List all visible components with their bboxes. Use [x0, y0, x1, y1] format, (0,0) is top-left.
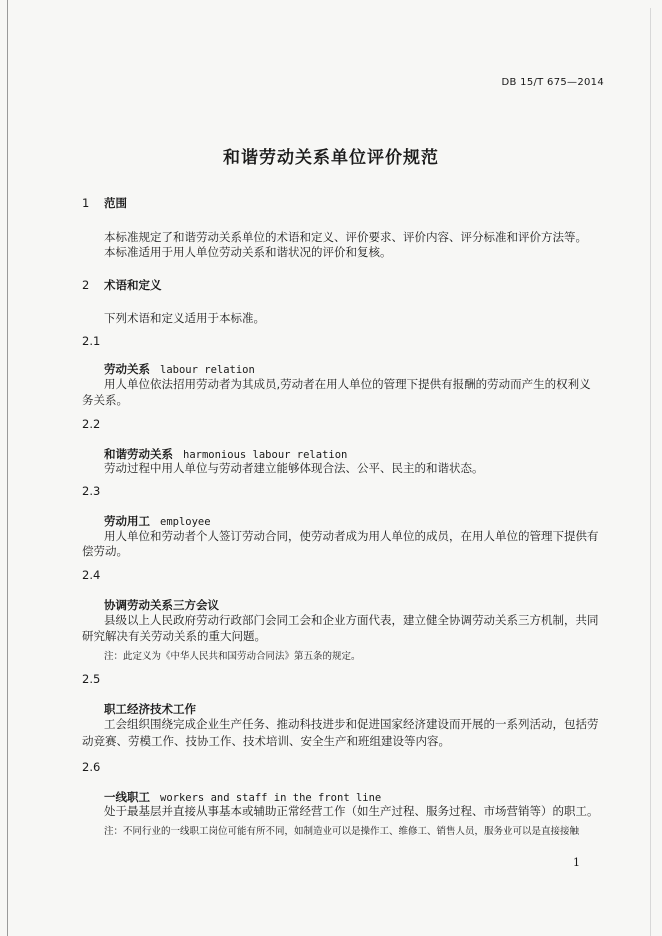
section-2-heading — [82, 277, 162, 293]
clause-number: 2.1 — [82, 334, 101, 348]
section-title: 范围 — [104, 196, 127, 210]
definition-line: 处于最基层并直接从事基本或辅助正常经营工作（如生产过程、服务过程、市场营销等）的职工。 — [104, 804, 599, 818]
term-cn: 和谐劳动关系 — [104, 447, 173, 461]
paragraph: 下列术语和定义适用于本标准。 — [104, 311, 265, 325]
clause-number: 2.3 — [82, 484, 101, 498]
definition-line: 研究解决有关劳动关系的重大问题。 — [82, 629, 266, 643]
term-heading — [104, 510, 211, 529]
section-number: 1 — [82, 196, 90, 210]
clause-number: 2.5 — [82, 672, 101, 686]
term-cn: 协调劳动关系三方会议 — [104, 598, 219, 612]
term-en: labour relation — [160, 364, 255, 376]
definition-line: 务关系。 — [82, 393, 128, 407]
definition-line: 工会组织围绕完成企业生产任务、推动科技进步和促进国家经济建设而开展的一系列活动，包括劳 — [104, 717, 599, 731]
term-heading — [104, 698, 196, 717]
section-number: 2 — [82, 278, 90, 292]
term-cn: 劳动用工 — [104, 514, 150, 528]
note: 注：不同行业的一线职工岗位可能有所不同，如制造业可以是操作工、维修工、销售人员，服务业可以是直接接触 — [104, 826, 580, 837]
definition-line: 劳动过程中用人单位与劳动者建立能够体现合法、公平、民主的和谐状态。 — [104, 461, 484, 475]
term-cn: 劳动关系 — [104, 362, 150, 376]
page-number: 1 — [573, 856, 580, 869]
definition-line: 用人单位和劳动者个人签订劳动合同，使劳动者成为用人单位的成员，在用人单位的管理下提供有 — [104, 529, 599, 543]
term-en: workers and staff in the front line — [160, 792, 382, 804]
definition-line: 县级以上人民政府劳动行政部门会同工会和企业方面代表，建立健全协调劳动关系三方机制，共同 — [104, 613, 599, 627]
clause-number: 2.4 — [82, 568, 101, 582]
term-cn: 职工经济技术工作 — [104, 702, 196, 716]
term-en: harmonious labour relation — [183, 449, 348, 461]
definition-line: 偿劳动。 — [82, 544, 128, 558]
page-title: 和谐劳动关系单位评价规范 — [223, 148, 439, 168]
clause-number: 2.6 — [82, 760, 101, 774]
definition-line: 用人单位依法招用劳动者为其成员,劳动者在用人单位的管理下提供有报酬的劳动而产生的权利义 — [104, 377, 591, 391]
paragraph: 本标准规定了和谐劳动关系单位的术语和定义、评价要求、评价内容、评分标准和评价方法等。 — [104, 230, 587, 244]
clause-number: 2.2 — [82, 417, 101, 431]
term-heading — [104, 594, 219, 613]
term-cn: 一线职工 — [104, 790, 150, 804]
standard-code: DB 15/T 675—2014 — [501, 77, 604, 88]
scan-edge-left — [7, 0, 8, 936]
section-title: 术语和定义 — [104, 278, 162, 292]
section-1-heading — [82, 195, 127, 211]
term-heading — [104, 358, 255, 377]
term-en: employee — [160, 516, 211, 528]
paragraph: 本标准适用于用人单位劳动关系和谐状况的评价和复核。 — [104, 245, 392, 259]
definition-line: 动竞赛、劳模工作、技协工作、技术培训、安全生产和班组建设等内容。 — [82, 734, 450, 748]
note: 注：此定义为《中华人民共和国劳动合同法》第五条的规定。 — [104, 651, 361, 662]
